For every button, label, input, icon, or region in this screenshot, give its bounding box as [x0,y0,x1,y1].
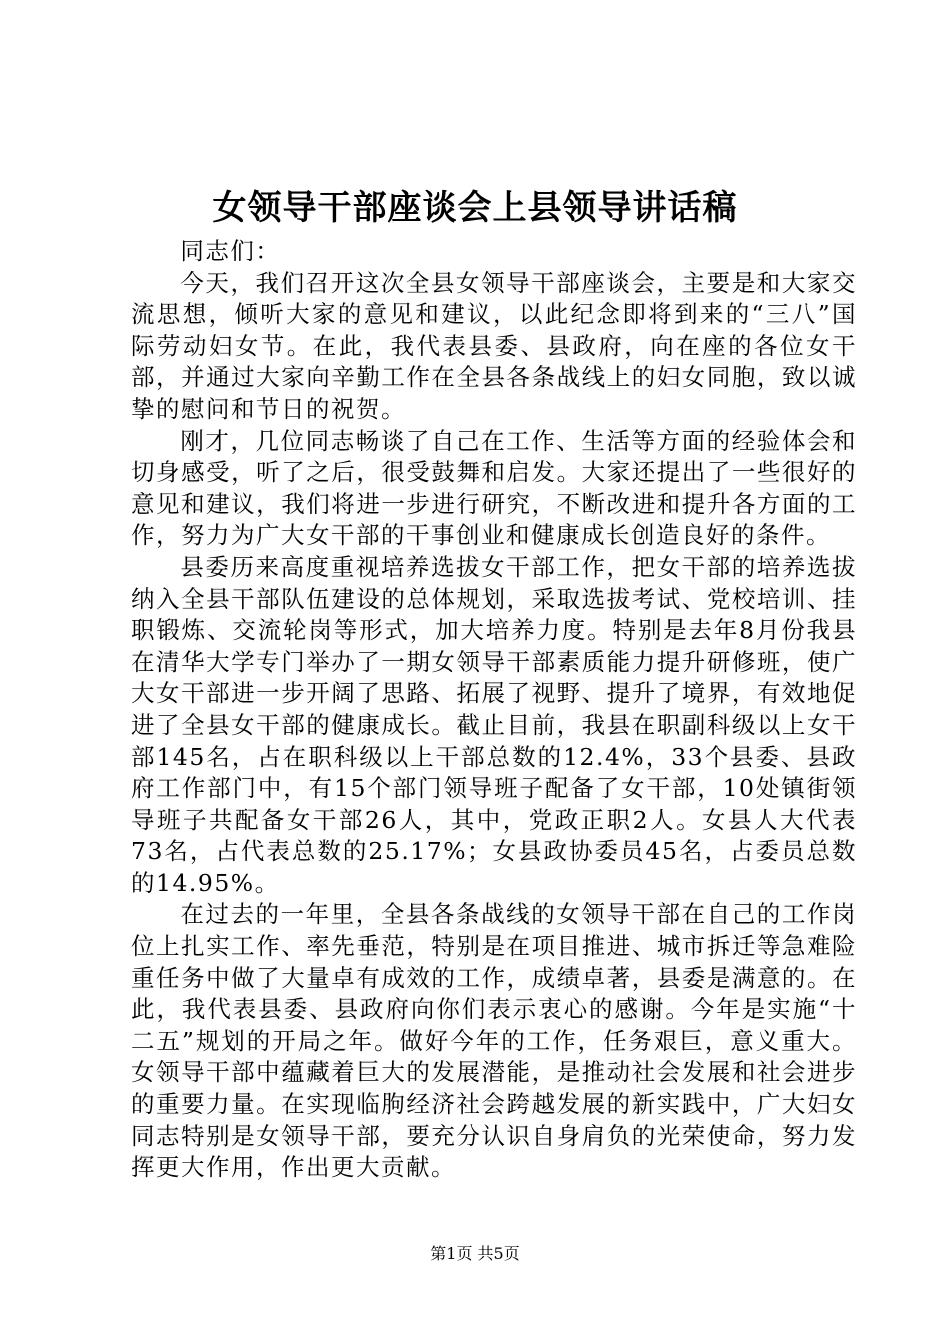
paragraph-4: 在过去的一年里，全县各条战线的女领导干部在自己的工作岗位上扎实工作、率先垂范，特别是在项目推进、城市拆迁等急难险重任务中做了大量卓有成效的工作，成绩卓著，县委是满意的。在此，我代表县委、县政府向你们表示衷心的感谢。今年是实施“十二五”规划的开局之年。做好今年的工作，任务艰巨，意义重大。女领导干部中蕴藏着巨大的发展潜能，是推动社会发展和社会进步的重要力量。在实现临朐经济社会跨越发展的新实践中，广大妇女同志特别是女领导干部，要充分认识自身肩负的光荣使命，努力发挥更大作用，作出更大贡献。 [131,900,857,1182]
document-title: 女领导干部座谈会上县领导讲话稿 [212,188,738,228]
document-body [131,236,857,1184]
paragraph-1: 今天，我们召开这次全县女领导干部座谈会，主要是和大家交流思想，倾听大家的意见和建议，以此纪念即将到来的“三八”国际劳动妇女节。在此，我代表县委、县政府，向在座的各位女干部，并通过大家向辛勤工作在全县各条战线上的妇女同胞，致以诚挚的慰问和节日的祝贺。 [131,268,857,423]
page-footer [0,1243,950,1265]
paragraph-3: 县委历来高度重视培养选拔女干部工作，把女干部的培养选拔纳入全县干部队伍建设的总体规划，采取选拔考试、党校培训、挂职锻炼、交流轮岗等形式，加大培养力度。特别是去年8月份我县在清华大学专门举办了一期女领导干部素质能力提升研修班，使广大女干部进一步开阔了思路、拓展了视野、提升了境界，有效地促进了全县女干部的健康成长。截止目前，我县在职副科级以上女干部145名，占在职科级以上干部总数的12.4%，33个县委、县政府工作部门中，有15个部门领导班子配备了女干部，10处镇街领导班子共配备女干部26人，其中，党政正职2人。女县人大代表73名，占代表总数的25.17%；女县政协委员45名，占委员总数的14.95%。 [131,552,857,897]
page-number-label: 第1页 共5页 [430,1244,520,1263]
salutation: 同志们： [180,237,281,265]
paragraph-2: 刚才，几位同志畅谈了自己在工作、生活等方面的经验体会和切身感受，听了之后，很受鼓舞和启发。大家还提出了一些很好的意见和建议，我们将进一步进行研究，不断改进和提升各方面的工作，努力为广大女干部的干事创业和健康成长创造良好的条件。 [131,426,857,550]
